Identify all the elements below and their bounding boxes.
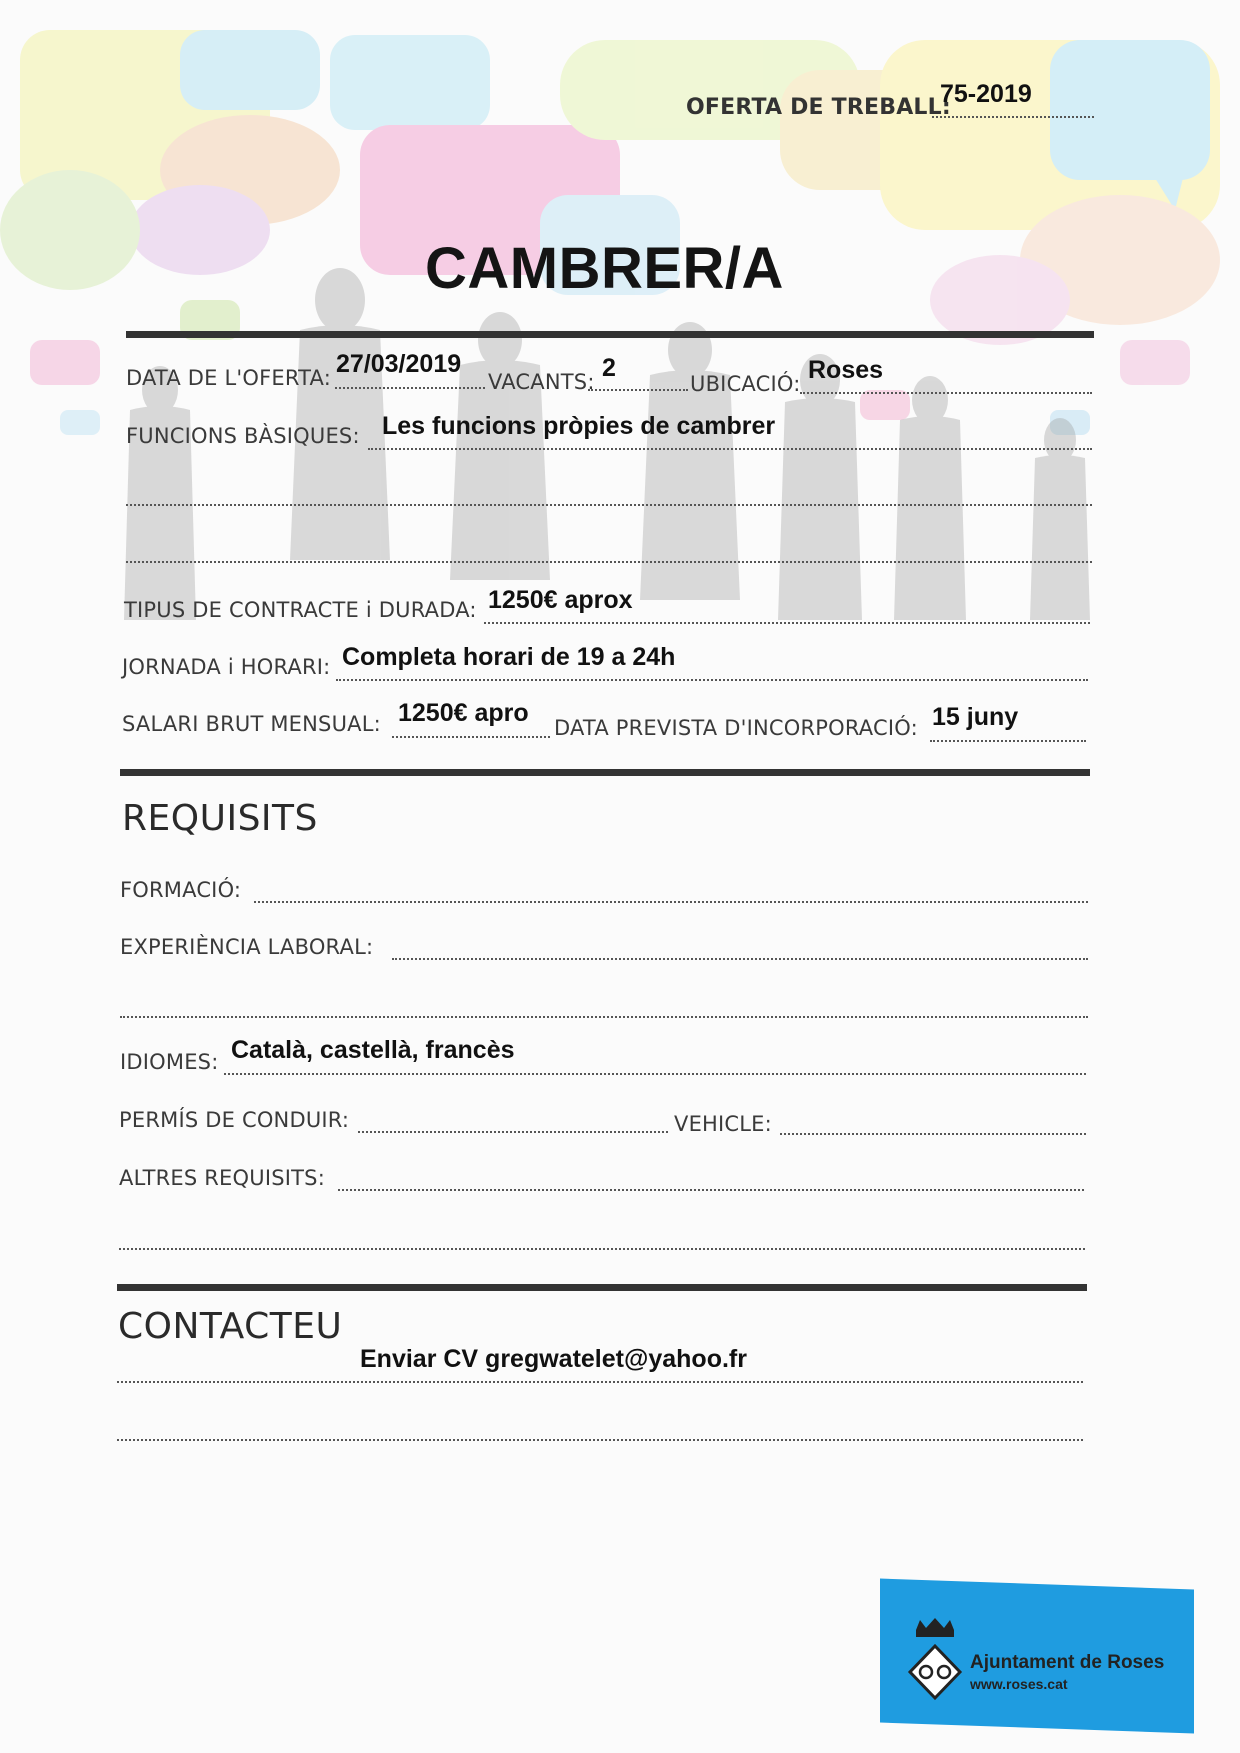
vacancies-dots — [588, 389, 688, 391]
contact-dots-2 — [117, 1439, 1083, 1441]
other-requirements-dots-2 — [119, 1248, 1085, 1250]
vacancies-value: 2 — [602, 354, 616, 382]
contract-dots — [484, 622, 1090, 624]
start-date-dots — [930, 740, 1086, 742]
requirements-heading: REQUISITS — [122, 798, 318, 839]
contact-heading: CONTACTEU — [118, 1306, 343, 1347]
divider-middle — [120, 769, 1090, 776]
offer-number: 75-2019 — [940, 80, 1032, 108]
contact-dots — [117, 1381, 1083, 1383]
other-requirements-dots — [338, 1189, 1084, 1191]
date-value: 27/03/2019 — [336, 350, 462, 378]
functions-label: FUNCIONS BÀSIQUES: — [126, 424, 360, 448]
license-dots — [358, 1131, 668, 1133]
date-dots — [335, 387, 485, 389]
languages-value: Català, castellà, francès — [231, 1036, 515, 1064]
coat-of-arms-icon — [904, 1616, 966, 1704]
functions-dots-3 — [126, 561, 1092, 563]
start-date-value: 15 juny — [932, 703, 1019, 731]
license-label: PERMÍS DE CONDUIR: — [119, 1108, 350, 1132]
contract-value: 1250€ aprox — [488, 586, 633, 614]
location-dots — [800, 392, 1092, 394]
council-logo-name: Ajuntament de Roses — [970, 1652, 1165, 1673]
training-label: FORMACIÓ: — [120, 878, 242, 902]
offer-dots — [932, 116, 1094, 118]
location-value: Roses — [808, 356, 884, 384]
salary-label: SALARI BRUT MENSUAL: — [122, 712, 381, 736]
divider-bottom — [117, 1284, 1087, 1291]
schedule-label: JORNADA i HORARI: — [122, 655, 331, 679]
location-label: UBICACIÓ: — [690, 372, 801, 396]
contact-value: Enviar CV gregwatelet@yahoo.fr — [360, 1345, 747, 1373]
start-date-label: DATA PREVISTA D'INCORPORACIÓ: — [554, 716, 918, 740]
offer-label: OFERTA DE TREBALL: — [686, 95, 951, 120]
salary-value: 1250€ apro — [398, 699, 529, 727]
schedule-dots — [336, 679, 1088, 681]
date-label: DATA DE L'OFERTA: — [126, 366, 331, 390]
page-title: CAMBRER/A — [425, 236, 784, 301]
functions-value: Les funcions pròpies de cambrer — [382, 412, 776, 440]
training-dots — [254, 901, 1088, 903]
other-requirements-label: ALTRES REQUISITS: — [119, 1166, 325, 1190]
experience-dots-2 — [120, 1016, 1088, 1018]
vacancies-label: VACANTS: — [488, 370, 595, 394]
council-logo-url: www.roses.cat — [970, 1676, 1068, 1692]
languages-label: IDIOMES: — [120, 1050, 219, 1074]
vehicle-label: VEHICLE: — [674, 1112, 772, 1136]
divider-top — [126, 331, 1094, 338]
contract-label: TIPUS DE CONTRACTE i DURADA: — [124, 598, 477, 622]
languages-dots — [224, 1073, 1086, 1075]
schedule-value: Completa horari de 19 a 24h — [342, 643, 676, 671]
salary-dots — [392, 736, 550, 738]
experience-dots — [392, 958, 1088, 960]
vehicle-dots — [780, 1133, 1086, 1135]
experience-label: EXPERIÈNCIA LABORAL: — [120, 935, 374, 959]
functions-dots — [368, 448, 1092, 450]
functions-dots-2 — [126, 504, 1092, 506]
